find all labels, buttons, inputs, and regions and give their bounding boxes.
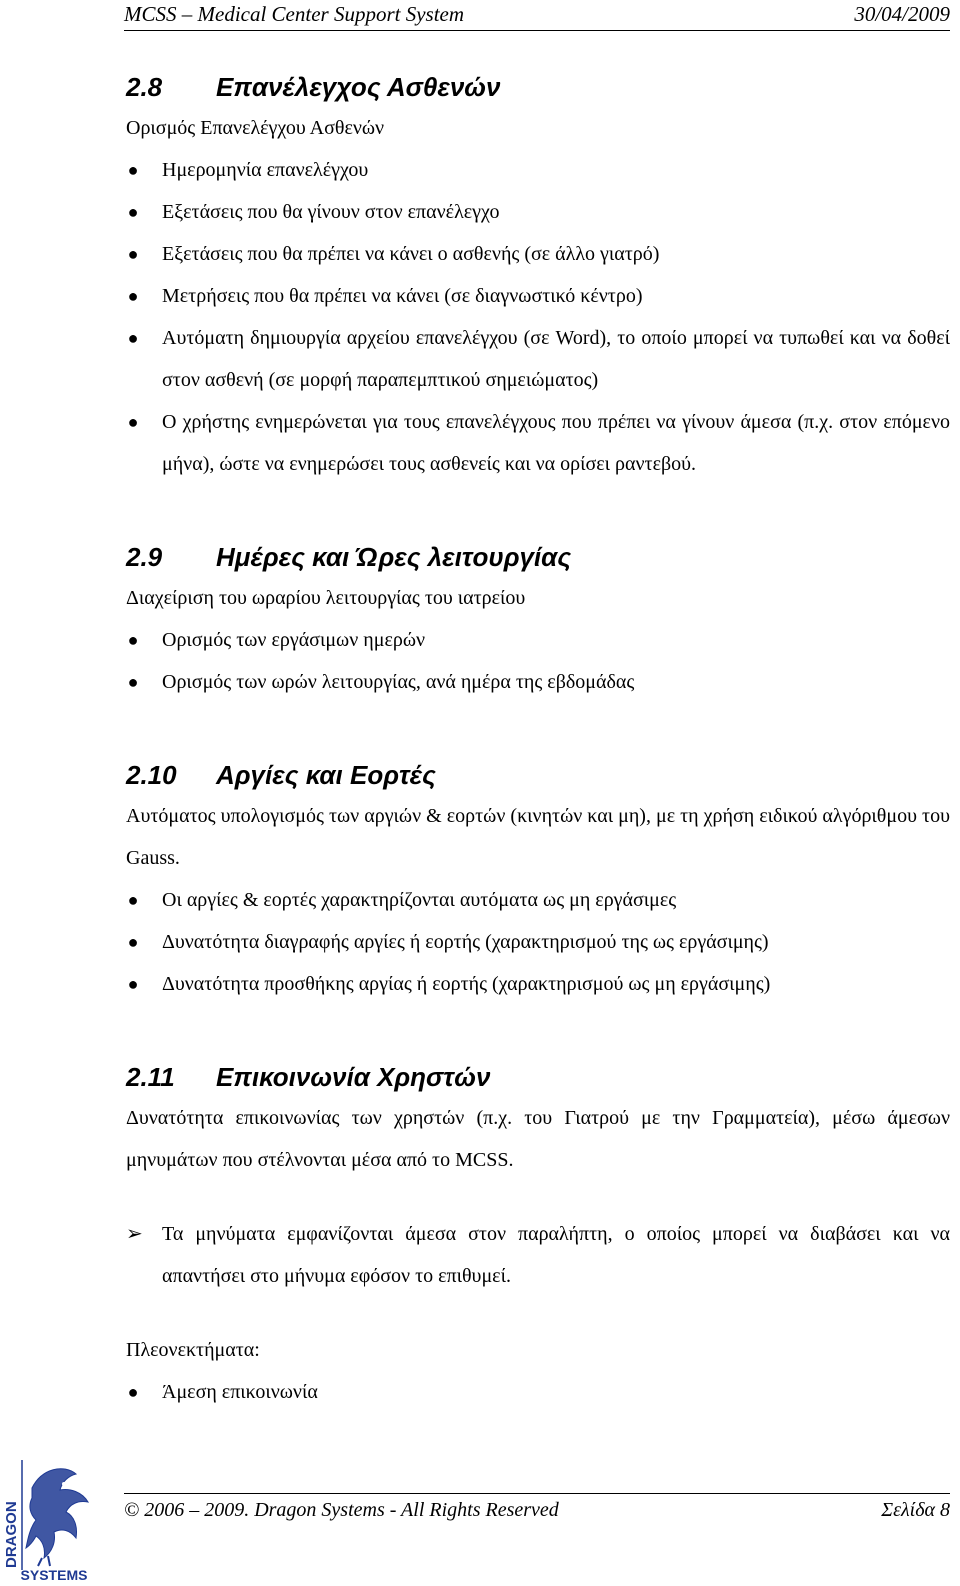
list-item: [126, 661, 950, 703]
list-item-text: Ορισμός των εργάσιμων ημερών: [162, 629, 426, 651]
dragon-systems-logo: [2, 1458, 106, 1584]
bullet-list: [126, 879, 950, 1005]
list-item-text: Ο χρήστης ενημερώνεται για τους επανελέγχους που πρέπει να γίνουν άμεσα (π.χ. στον επόμενο μήνα), ώστε να ενημερώσει τους ασθενείς και να ορίσει ραντεβού.: [162, 411, 950, 475]
page-footer: [124, 1497, 950, 1523]
list-item-text: Οι αργίες & εορτές χαρακτηρίζονται αυτόματα ως μη εργάσιμες: [162, 889, 677, 911]
list-item-text: Ημερομηνία επανελέγχου: [162, 159, 369, 181]
arrow-list: [126, 1213, 950, 1297]
section-intro: Δυνατότητα επικοινωνίας των χρηστών (π.χ. του Γιατρού με την Γραμματεία), μέσω άμεσων μηνυμάτων που στέλνονται μέσα από το MCSS.: [126, 1107, 950, 1171]
bullet-icon: ●: [127, 932, 139, 952]
header-date: 30/04/2009: [854, 2, 950, 26]
advantages-label: Πλεονεκτήματα:: [126, 1339, 260, 1361]
list-item: [126, 317, 950, 401]
bullet-icon: ●: [127, 286, 139, 306]
section-title: Επανέλεγχος Ασθενών: [216, 72, 501, 102]
list-item: [126, 1213, 950, 1297]
section-title: Αργίες και Εορτές: [216, 760, 436, 790]
list-item-text: Αυτόματη δημιουργία αρχείου επανελέγχου (σε Word), το οποίο μπορεί να τυπωθεί και να δοθεί στον ασθενή (σε μορφή παραπεμπτικού σημειώματος): [162, 327, 950, 391]
header-title: MCSS – Medical Center Support System: [124, 2, 465, 26]
bullet-icon: ●: [127, 672, 139, 692]
copyright-text: © 2006 – 2009. Dragon Systems - All Rights Reserved: [124, 1499, 559, 1521]
section-title: Επικοινωνία Χρηστών: [216, 1062, 491, 1092]
dragon-icon: [26, 1469, 88, 1566]
bullet-list: [126, 1371, 950, 1413]
list-item-text: Ορισμός των ωρών λειτουργίας, ανά ημέρα της εβδομάδας: [162, 671, 635, 693]
list-item: [126, 191, 950, 233]
section-intro: Διαχείριση του ωραρίου λειτουργίας του ιατρείου: [126, 587, 526, 609]
logo-vertical-text: DRAGON: [3, 1501, 20, 1568]
bullet-icon: ●: [127, 974, 139, 994]
list-item: [126, 963, 950, 1005]
list-item-text: Δυνατότητα προσθήκης αργίας ή εορτής (χαρακτηρισμού ως μη εργάσιμης): [162, 973, 771, 995]
list-item: [126, 149, 950, 191]
section-number: 2.9: [126, 542, 163, 572]
section-heading: [126, 537, 950, 577]
arrow-bullet-icon: ➢: [126, 1223, 143, 1245]
bullet-icon: ●: [127, 412, 139, 432]
bullet-icon: ●: [127, 202, 139, 222]
bullet-icon: ●: [127, 160, 139, 180]
list-item: [126, 921, 950, 963]
list-item: [126, 401, 950, 485]
footer-divider: [124, 1493, 950, 1494]
bullet-icon: ●: [127, 328, 139, 348]
section-number: 2.11: [126, 1062, 175, 1092]
page-content: [126, 67, 950, 1413]
section-intro: Ορισμός Επανελέγχου Ασθενών: [126, 117, 385, 139]
list-item: [126, 879, 950, 921]
logo-bottom-text: SYSTEMS: [20, 1567, 88, 1583]
list-item: [126, 1371, 950, 1413]
bullet-list: [126, 149, 950, 485]
list-item: [126, 275, 950, 317]
section-title: Ημέρες και Ώρες λειτουργίας: [216, 542, 572, 572]
bullet-icon: ●: [127, 1382, 139, 1402]
section-heading: [126, 1057, 950, 1097]
section-heading: [126, 67, 950, 107]
bullet-icon: ●: [127, 890, 139, 910]
bullet-list: [126, 619, 950, 703]
section-intro: Αυτόματος υπολογισμός των αργιών & εορτών (κινητών και μη), με τη χρήση ειδικού αλγόριθμου του Gauss.: [126, 805, 950, 869]
list-item-text: Άμεση επικοινωνία: [162, 1381, 318, 1403]
section-number: 2.10: [126, 760, 177, 790]
list-item-text: Δυνατότητα διαγραφής αργίες ή εορτής (χαρακτηρισμού της ως εργάσιμης): [162, 931, 769, 953]
bullet-icon: ●: [127, 244, 139, 264]
bullet-icon: ●: [127, 630, 139, 650]
list-item-text: Εξετάσεις που θα γίνουν στον επανέλεγχο: [162, 201, 500, 223]
page-header: [124, 0, 950, 31]
list-item-text: Τα μηνύματα εμφανίζονται άμεσα στον παραλήπτη, ο οποίος μπορεί να διαβάσει και να απαντήσει στο μήνυμα εφόσον το επιθυμεί.: [162, 1223, 950, 1287]
section-heading: [126, 755, 950, 795]
list-item: [126, 233, 950, 275]
section-number: 2.8: [126, 72, 163, 102]
list-item-text: Μετρήσεις που θα πρέπει να κάνει (σε διαγνωστικό κέντρο): [162, 285, 643, 307]
list-item: [126, 619, 950, 661]
list-item-text: Εξετάσεις που θα πρέπει να κάνει ο ασθενής (σε άλλο γιατρό): [162, 243, 660, 265]
page-number: Σελίδα 8: [881, 1499, 950, 1521]
